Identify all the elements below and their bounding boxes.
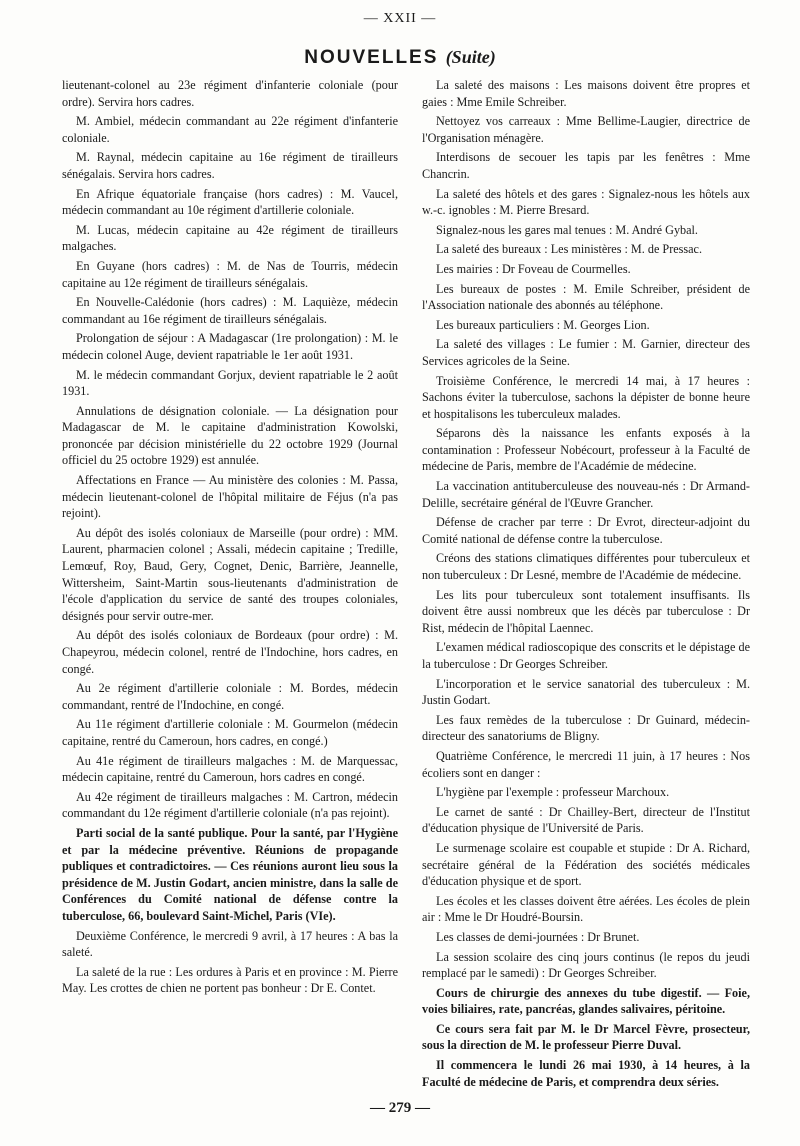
paragraph: Il commencera le lundi 26 mai 1930, à 14 heures, à la Faculté de médecine de Paris, et comprendra deux séries.	[422, 1058, 750, 1089]
title-subtitle: (Suite)	[445, 47, 496, 67]
paragraph: M. Ambiel, médecin commandant au 22e régiment d'infanterie coloniale.	[62, 114, 398, 145]
paragraph: La vaccination antituberculeuse des nouveau-nés : Dr Armand-Delille, secrétaire général de l'Œuvre Grancher.	[422, 479, 750, 510]
paragraph: Les écoles et les classes doivent être aérées. Les écoles de plein air : Mme le Dr Houdré-Boursin.	[422, 893, 750, 925]
paragraph: La saleté des maisons : Les maisons doivent être propres et gaies : Mme Emile Schreiber.	[422, 78, 750, 109]
paragraph: Quatrième Conférence, le mercredi 11 juin, à 17 heures : Nos écoliers sont en danger :	[422, 748, 750, 780]
paragraph: La saleté des hôtels et des gares : Signalez-nous les hôtels aux w.-c. ignobles : M. Pierre Bresard.	[422, 186, 750, 218]
paragraph: Au dépôt des isolés coloniaux de Bordeaux (pour ordre) : M. Chapeyrou, médecin colonel, rentré de l'Indochine, hors cadres, en congé.	[62, 628, 398, 676]
paragraph: Les bureaux de postes : M. Emile Schreiber, président de l'Association nationale des abonnés au téléphone.	[422, 281, 750, 313]
paragraph: Le carnet de santé : Dr Chailley-Bert, directeur de l'Institut d'éducation physique de l'Université de Paris.	[422, 804, 750, 836]
paragraph: Les mairies : Dr Foveau de Courmelles.	[436, 261, 631, 276]
paragraph: Deuxième Conférence, le mercredi 9 avril, à 17 heures : A bas la saleté.	[62, 928, 398, 960]
paragraph: En Afrique équatoriale française (hors cadres) : M. Vaucel, médecin commandant au 10e régiment d'artillerie coloniale.	[62, 186, 398, 218]
roman-folio: — XXII —	[363, 11, 437, 26]
paragraph: Au 2e régiment d'artillerie coloniale : M. Bordes, médecin commandant, rentré de l'Indochine, en congé.	[62, 681, 398, 712]
paragraph: La saleté de la rue : Les ordures à Paris et en province : M. Pierre May. Les crottes de chien ne portent pas bonheur : Dr E. Contet.	[62, 964, 398, 996]
paragraph: Séparons dès la naissance les enfants exposés à la contamination : Professeur Nobécourt, professeur à la Faculté de médecine de Paris, membre de l'Académie de médecine.	[422, 426, 750, 474]
paragraph: Les classes de demi-journées : Dr Brunet.	[436, 929, 640, 944]
paragraph: Le surmenage scolaire est coupable et stupide : Dr A. Richard, secrétaire général de la Fédération des sociétés médicales d'éducation physique et de sport.	[422, 840, 750, 889]
paragraph: La saleté des villages : Le fumier : M. Garnier, directeur des Services agricoles de la Seine.	[422, 337, 750, 368]
paragraph: Interdisons de secouer les tapis par les fenêtres : Mme Chancrin.	[422, 150, 750, 181]
paragraph: M. le médecin commandant Gorjux, devient rapatriable le 2 août 1931.	[62, 367, 398, 399]
paragraph: Signalez-nous les gares mal tenues : M. André Gybal.	[436, 222, 698, 237]
paragraph: lieutenant-colonel au 23e régiment d'infanterie coloniale (pour ordre). Servira hors cadres.	[62, 78, 398, 109]
paragraph: Au 41e régiment de tirailleurs malgaches : M. de Marquessac, médecin capitaine, rentré du Cameroun, hors cadres en congé.	[62, 753, 398, 785]
title-main: NOUVELLES	[304, 47, 439, 68]
paragraph: Nettoyez vos carreaux : Mme Bellime-Laugier, directrice de l'Organisation ménagère.	[422, 114, 750, 145]
paragraph: L'hygiène par l'exemple : professeur Marchoux.	[436, 785, 670, 800]
paragraph: Au dépôt des isolés coloniaux de Marseille (pour ordre) : MM. Laurent, pharmacien colonel ; Assali, médecin capitaine ; Tredille, Lemœuf, Roy, Baud, Gery, Cognet, Denic, Barrière, Jeannelle, Wittersheim, Saint-Martin sous-lieutenants d'administration de l'école d'application du service de santé des troupes coloniales, désignés pour servir outre-mer.	[62, 525, 398, 623]
page-number: — 279 —	[370, 1100, 430, 1116]
paragraph: Troisième Conférence, le mercredi 14 mai, à 17 heures : Sachons éviter la tuberculose, sachons la dépister de bonne heure et hospitalisons les tuberculeux malades.	[422, 373, 750, 421]
paragraph: La saleté des bureaux : Les ministères : M. de Pressac.	[436, 242, 703, 257]
paragraph: Les lits pour tuberculeux sont totalement insuffisants. Ils doivent être aussi nombreux que les décès par tuberculose : Dr Rist, médecin de l'hôpital Laennec.	[422, 587, 750, 635]
paragraph: Au 42e régiment de tirailleurs malgaches : M. Cartron, médecin commandant du 12e régiment d'artillerie coloniale (n'a pas rejoint).	[62, 789, 398, 821]
paragraph: Ce cours sera fait par M. le Dr Marcel Fèvre, prosecteur, sous la direction de M. le professeur Pierre Duval.	[422, 1021, 750, 1053]
paragraph: En Nouvelle-Calédonie (hors cadres) : M. Laquièze, médecin commandant au 16e régiment de tirailleurs sénégalais.	[62, 295, 398, 326]
paragraph: L'incorporation et le service sanatorial des tuberculeux : M. Justin Godart.	[422, 676, 750, 708]
paragraph: Les faux remèdes de la tuberculose : Dr Guinard, médecin-directeur des sanatoriums de Bligny.	[422, 712, 750, 744]
section-title	[0, 47, 800, 69]
paragraph: Créons des stations climatiques différentes pour tuberculeux et non tuberculeux : Dr Lesné, membre de l'Académie de médecine.	[422, 551, 750, 583]
paragraph: Prolongation de séjour : A Madagascar (1re prolongation) : M. le médecin colonel Auge, devient rapatriable le 1er août 1931.	[62, 331, 398, 362]
paragraph: En Guyane (hors cadres) : M. de Nas de Tourris, médecin capitaine au 12e régiment de tirailleurs sénégalais.	[62, 258, 398, 290]
paragraph: Cours de chirurgie des annexes du tube digestif. — Foie, voies biliaires, rate, pancréas, glandes salivaires, péritoine.	[422, 985, 750, 1017]
paragraph: Au 11e régiment d'artillerie coloniale : M. Gourmelon (médecin capitaine, rentré du Cameroun, hors cadres, en congé.)	[62, 717, 398, 748]
right-column	[422, 77, 750, 1093]
paragraph: M. Raynal, médecin capitaine au 16e régiment de tirailleurs sénégalais. Servira hors cadres.	[62, 150, 398, 181]
paragraph: La session scolaire des cinq jours continus (le repos du jeudi remplacé par le samedi) : Dr Georges Schreiber.	[422, 949, 750, 981]
paragraph: Défense de cracher par terre : Dr Evrot, directeur-adjoint du Comité national de défense contre la tuberculose.	[422, 515, 750, 546]
paragraph: Les bureaux particuliers : M. Georges Lion.	[436, 317, 650, 332]
paragraph: Affectations en France — Au ministère des colonies : M. Passa, médecin lieutenant-colonel de l'hôpital militaire de Féjus (n'a pas rejoint).	[62, 473, 398, 521]
left-column	[62, 77, 398, 1000]
paragraph: Annulations de désignation coloniale. — La désignation pour Madagascar de M. le capitaine d'administration Kowolski, prononcée par décision ministérielle du 22 octobre 1929 (Journal officiel du 25 octobre 1929) est annulée.	[62, 403, 398, 468]
paragraph: Parti social de la santé publique. Pour la santé, par l'Hygiène et par la médecine préventive. Réunions de propagande publiques et contradictoires. — Ces réunions auront lieu sous la présidence de M. Justin Godart, ancien ministre, dans la salle de Conférences du Comité national de défense contre la tuberculose, 66, boulevard Saint-Michel, Paris (VIe).	[62, 825, 398, 923]
paragraph: L'examen médical radioscopique des conscrits et le dépistage de la tuberculose : Dr Georges Schreiber.	[422, 640, 750, 671]
paragraph: M. Lucas, médecin capitaine au 42e régiment de tirailleurs malgaches.	[62, 222, 398, 254]
